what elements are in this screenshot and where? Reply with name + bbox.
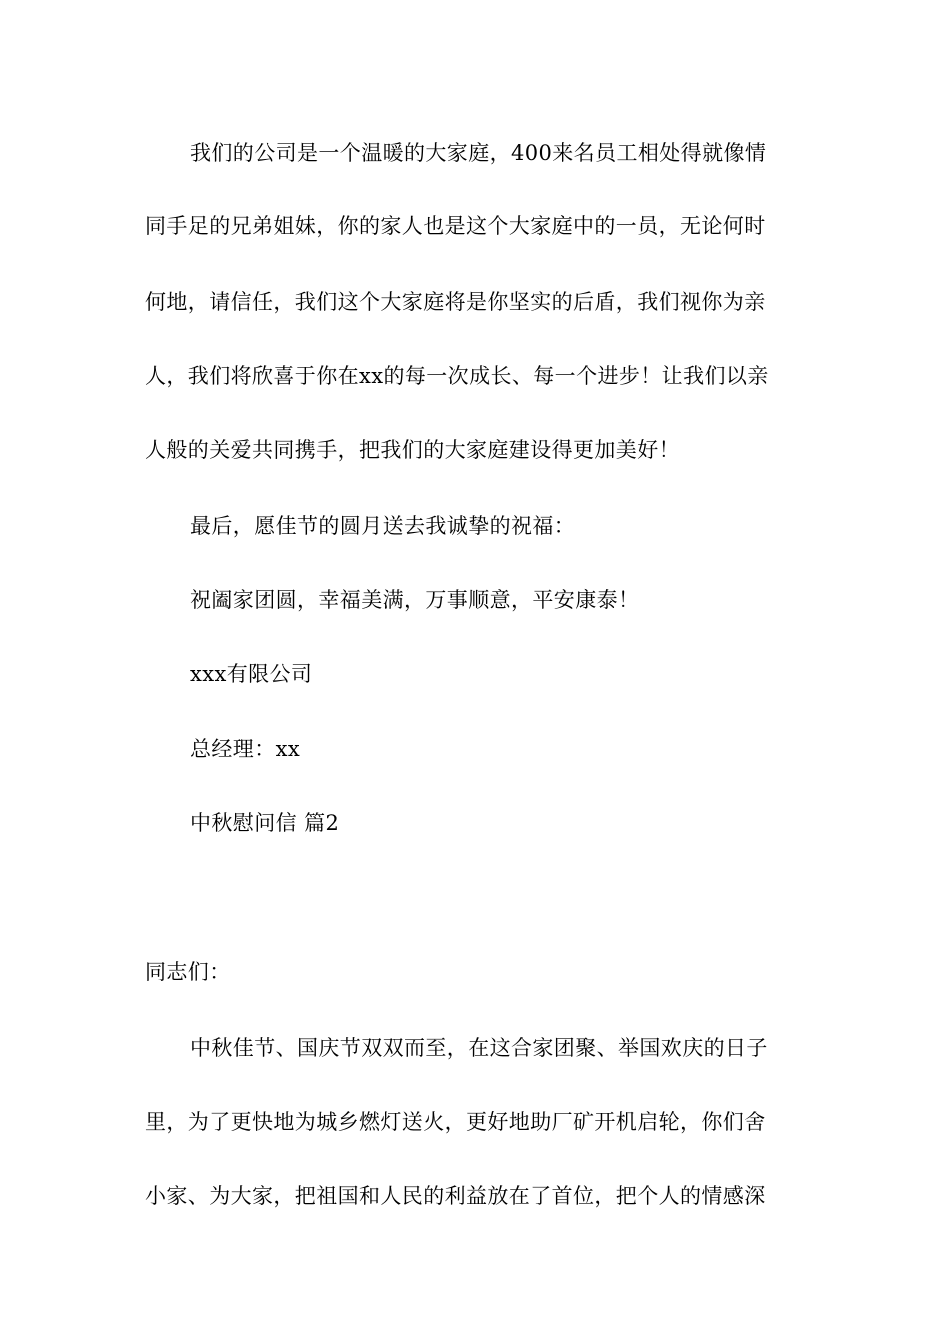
paragraph2-line-2: 里，为了更快地为城乡燃灯送火，更好地助厂矿开机启轮，你们舍 — [145, 1110, 766, 1134]
paragraph1-line-2: 同手足的兄弟姐妹，你的家人也是这个大家庭中的一员，无论何时 — [145, 214, 766, 238]
paragraph2-line-3: 小家、为大家，把祖国和人民的利益放在了首位，把个人的情感深 — [145, 1184, 766, 1208]
blessing: 祝阖家团圆，幸福美满，万事顺意，平安康泰！ — [190, 588, 640, 612]
paragraph1-line-1: 我们的公司是一个温暖的大家庭，400来名员工相处得就像情 — [190, 141, 767, 165]
paragraph2-line-1: 中秋佳节、国庆节双双而至，在这合家团聚、举国欢庆的日子 — [190, 1036, 768, 1060]
signer: 总经理：xx — [190, 737, 301, 761]
salutation: 同志们： — [145, 960, 231, 984]
section-title: 中秋慰问信 篇2 — [190, 811, 340, 835]
paragraph1-line-3: 何地，请信任，我们这个大家庭将是你坚实的后盾，我们视你为亲 — [145, 290, 766, 314]
paragraph1-line-4: 人，我们将欣喜于你在xx的每一次成长、每一个进步！让我们以亲 — [145, 364, 769, 388]
closing-wish: 最后，愿佳节的圆月送去我诚挚的祝福： — [190, 514, 576, 538]
paragraph1-line-5: 人般的关爱共同携手，把我们的大家庭建设得更加美好！ — [145, 438, 680, 462]
company-name: xxx有限公司 — [190, 662, 313, 686]
